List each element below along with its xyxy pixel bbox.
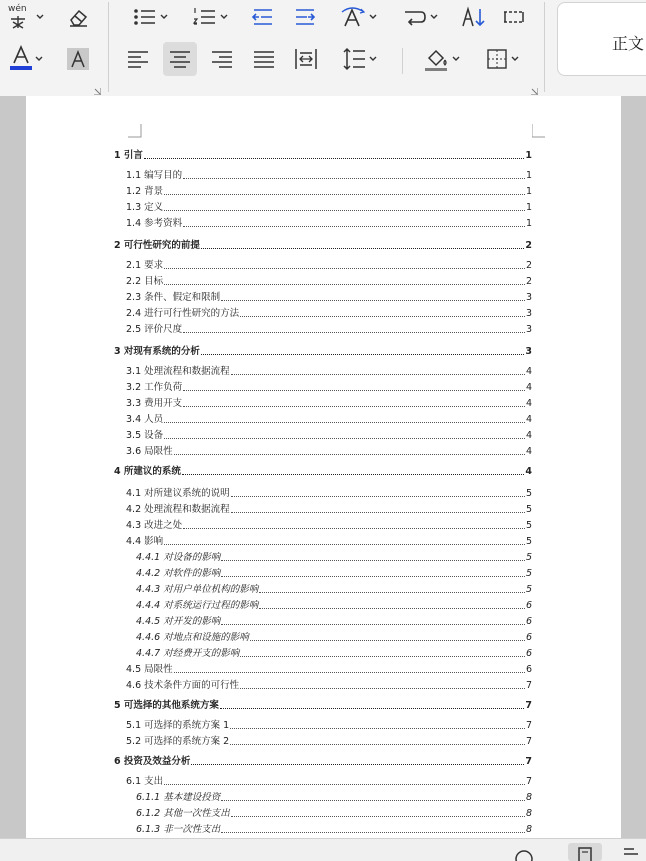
toc-entry-title: 3.6 局限性 — [126, 446, 173, 457]
toc-dot-leader — [250, 639, 525, 641]
align-left-icon — [127, 49, 149, 69]
line-break-button[interactable] — [398, 2, 442, 32]
phonetic-label: wén — [8, 4, 27, 14]
dialog-launcher-icon — [531, 88, 538, 95]
line-break-icon — [402, 5, 428, 29]
font-color-icon — [9, 45, 33, 73]
toc-entry-title: 3.1 处理流程和数据流程 — [126, 366, 230, 377]
toc-entry-page: 4 — [525, 366, 532, 377]
toc-entry[interactable] — [114, 464, 532, 478]
toc-entry-title: 2.5 评价尺度 — [126, 324, 183, 335]
toc-dot-leader — [230, 743, 525, 745]
eraser-icon — [66, 5, 90, 29]
toc-entry-page: 8 — [525, 824, 532, 835]
toc-entry-page: 5 — [525, 536, 532, 547]
distributed-align-button[interactable] — [290, 44, 322, 74]
toc-entry-title: 4.4 影响 — [126, 536, 164, 547]
toc-entry-title: 3.2 工作负荷 — [126, 382, 183, 393]
toc-entry-title: 6.1.1 基本建设投资 — [136, 792, 221, 803]
toc-entry-title: 2.4 进行可行性研究的方法 — [126, 308, 240, 319]
toc-entry[interactable] — [114, 148, 532, 162]
toc-entry-title: 2.2 目标 — [126, 276, 164, 287]
page-view-icon — [578, 847, 592, 861]
toc-entry[interactable] — [114, 698, 532, 712]
toc-entry-title: 3.4 人员 — [126, 414, 164, 425]
toc-entry[interactable] — [126, 428, 532, 442]
toc-entry-page: 6 — [525, 600, 532, 611]
chevron-down-icon — [430, 14, 438, 20]
borders-button[interactable] — [478, 44, 526, 74]
toc-entry[interactable] — [136, 582, 532, 596]
web-layout-view-icon[interactable] — [622, 845, 640, 859]
toc-entry[interactable] — [136, 806, 532, 820]
toc-entry-page: 5 — [525, 520, 532, 531]
toc-dot-leader — [240, 655, 525, 657]
toc-entry[interactable] — [126, 396, 532, 410]
toc-entry-page: 2 — [525, 260, 532, 271]
text-effects-button[interactable] — [336, 2, 380, 32]
toc-entry[interactable] — [136, 646, 532, 660]
decrease-indent-button[interactable] — [248, 2, 278, 32]
toc-entry-page: 7 — [525, 680, 532, 691]
toc-dot-leader — [231, 511, 525, 513]
toc-entry[interactable] — [114, 754, 532, 768]
toc-dot-leader — [191, 763, 524, 765]
toc-entry-title: 4.6 技术条件方面的可行性 — [126, 680, 240, 691]
toc-entry-title: 4.4.6 对地点和设施的影响 — [136, 632, 249, 643]
toc-entry-page: 5 — [525, 568, 532, 579]
toc-entry[interactable] — [126, 200, 532, 214]
toc-dot-leader — [221, 799, 525, 801]
toc-dot-leader — [164, 543, 525, 545]
borders-icon — [485, 47, 509, 71]
toc-entry[interactable] — [126, 718, 532, 732]
bullet-list-button[interactable] — [128, 2, 172, 32]
toc-dot-leader — [221, 299, 525, 301]
toc-entry[interactable] — [126, 216, 532, 230]
toc-entry-title: 6.1.2 其他一次性支出 — [136, 808, 230, 819]
font-color-swatch — [10, 66, 32, 70]
toc-entry-page: 7 — [525, 756, 532, 767]
toc-entry-page: 6 — [525, 664, 532, 675]
toc-entry-title: 4.4.5 对开发的影响 — [136, 616, 221, 627]
toc-entry-page: 4 — [525, 414, 532, 425]
toc-dot-leader — [221, 575, 525, 577]
bullet-list-icon — [132, 5, 158, 29]
toc-entry-page: 3 — [525, 324, 532, 335]
toc-entry-page: 2 — [525, 276, 532, 287]
toc-entry[interactable] — [136, 614, 532, 628]
toc-entry[interactable] — [126, 662, 532, 676]
toc-entry-page: 1 — [525, 218, 532, 229]
toc-entry-page: 5 — [525, 488, 532, 499]
toc-entry-title: 4.4.3 对用户单位机构的影响 — [136, 584, 259, 595]
toc-entry[interactable] — [126, 534, 532, 548]
toc-dot-leader — [201, 247, 524, 249]
toc-entry[interactable] — [126, 502, 532, 516]
toc-entry-page: 4 — [525, 446, 532, 457]
justify-button[interactable] — [248, 44, 280, 74]
toc-entry-title: 4.4.2 对软件的影响 — [136, 568, 221, 579]
toc-dot-leader — [164, 283, 525, 285]
toc-dot-leader — [231, 495, 525, 497]
toc-entry-title: 1.4 参考资料 — [126, 218, 183, 229]
sort-icon — [459, 5, 487, 29]
toc-entry-title: 4.4.7 对经费开支的影响 — [136, 648, 240, 659]
toc-dot-leader — [174, 453, 525, 455]
toc-entry-title: 2.1 要求 — [126, 260, 164, 271]
toc-dot-leader — [183, 177, 525, 179]
tab-stops-button[interactable] — [498, 2, 530, 32]
toc-entry[interactable] — [114, 344, 532, 358]
toc-entry-title: 6.1 支出 — [126, 776, 164, 787]
group-separator — [544, 2, 545, 92]
style-gallery-normal[interactable] — [557, 2, 646, 76]
toc-dot-leader — [221, 559, 525, 561]
crop-mark — [128, 124, 142, 138]
toc-entry[interactable] — [126, 734, 532, 748]
toc-entry-page: 1 — [525, 186, 532, 197]
toc-entry[interactable] — [126, 678, 532, 692]
toc-entry-title: 5 可选择的其他系统方案 — [114, 700, 219, 711]
toc-dot-leader — [164, 783, 525, 785]
crop-mark — [532, 124, 546, 138]
toc-dot-leader — [231, 373, 525, 375]
toc-dot-leader — [164, 193, 525, 195]
toc-entry-title: 1.2 背景 — [126, 186, 164, 197]
toc-entry-page: 8 — [525, 808, 532, 819]
align-center-button[interactable] — [163, 42, 197, 76]
ribbon-toolbar — [0, 0, 646, 97]
toc-entry-page: 3 — [525, 292, 532, 303]
phonetic-guide-icon — [8, 4, 34, 30]
toc-entry[interactable] — [136, 550, 532, 564]
toc-entry[interactable] — [126, 322, 532, 336]
toc-entry-title: 3 对现有系统的分析 — [114, 346, 200, 357]
toc-entry-page: 4 — [525, 398, 532, 409]
toc-entry[interactable] — [136, 822, 532, 836]
align-center-icon — [169, 49, 191, 69]
toc-entry-page: 5 — [525, 584, 532, 595]
align-right-button[interactable] — [206, 44, 238, 74]
toc-entry-page: 7 — [525, 700, 532, 711]
align-left-button[interactable] — [122, 44, 154, 74]
paragraph-dialog-launcher[interactable] — [531, 80, 538, 87]
toc-entry-page: 1 — [525, 150, 532, 161]
toc-entry-page: 4 — [525, 466, 532, 477]
focus-mode-icon[interactable] — [514, 847, 534, 861]
chevron-down-icon — [35, 56, 43, 62]
chevron-down-icon — [36, 14, 44, 20]
toolbar-separator — [402, 48, 403, 74]
chevron-down-icon — [511, 56, 519, 62]
style-name: 正文 — [612, 34, 645, 53]
toc-entry[interactable] — [126, 168, 532, 182]
toc-dot-leader — [164, 421, 525, 423]
toc-entry-title: 5.2 可选择的系统方案 2 — [126, 736, 230, 747]
toc-entry-page: 6 — [525, 648, 532, 659]
toc-entry-title: 3.3 费用开支 — [126, 398, 183, 409]
toc-entry[interactable] — [136, 630, 532, 644]
toc-entry-page: 7 — [525, 720, 532, 731]
toc-dot-leader — [231, 815, 525, 817]
toc-entry-title: 4.1 对所建议系统的说明 — [126, 488, 230, 499]
numbered-list-icon — [192, 5, 218, 29]
toc-entry[interactable] — [126, 380, 532, 394]
toc-dot-leader — [201, 353, 524, 355]
toc-entry[interactable] — [126, 774, 532, 788]
align-right-icon — [211, 49, 233, 69]
toc-entry[interactable] — [114, 238, 532, 252]
toc-entry[interactable] — [126, 290, 532, 304]
toc-entry-title: 4.4.1 对设备的影响 — [136, 552, 221, 563]
sort-button[interactable] — [456, 2, 490, 32]
toc-dot-leader — [221, 623, 525, 625]
toc-entry-title: 4.3 改进之处 — [126, 520, 183, 531]
numbered-list-button[interactable] — [188, 2, 232, 32]
font-color-button[interactable] — [4, 44, 48, 74]
toc-dot-leader — [183, 405, 525, 407]
increase-indent-icon — [293, 5, 317, 29]
toc-entry-title: 2 可行性研究的前提 — [114, 240, 200, 251]
toc-dot-leader — [221, 831, 525, 833]
text-effects-icon — [339, 4, 367, 30]
line-spacing-icon — [341, 46, 367, 72]
toc-entry-title: 1.3 定义 — [126, 202, 164, 213]
toc-dot-leader — [259, 591, 525, 593]
toc-entry-page: 4 — [525, 430, 532, 441]
toc-dot-leader — [240, 687, 525, 689]
toc-dot-leader — [164, 209, 525, 211]
chevron-down-icon — [220, 14, 228, 20]
toc-entry-title: 2.3 条件、假定和限制 — [126, 292, 221, 303]
toc-entry[interactable] — [126, 184, 532, 198]
toc-entry-title: 4.5 局限性 — [126, 664, 173, 675]
character-shading-button[interactable] — [64, 44, 92, 74]
toc-entry[interactable] — [126, 444, 532, 458]
paint-bucket-icon — [424, 46, 450, 72]
toc-dot-leader — [183, 527, 525, 529]
toc-entry-page: 7 — [525, 776, 532, 787]
chevron-down-icon — [160, 14, 168, 20]
toc-entry-page: 1 — [525, 202, 532, 213]
character-shading-icon — [66, 47, 90, 71]
toc-entry-page: 4 — [525, 382, 532, 393]
chevron-down-icon — [369, 14, 377, 20]
dialog-launcher-icon — [94, 88, 101, 95]
toc-entry-title: 6.1.3 非一次性支出 — [136, 824, 221, 835]
toc-entry-title: 5.1 可选择的系统方案 1 — [126, 720, 230, 731]
toc-entry[interactable] — [126, 412, 532, 426]
toc-entry-page: 6 — [525, 632, 532, 643]
phonetic-guide-button[interactable] — [4, 2, 48, 32]
decrease-indent-icon — [251, 5, 275, 29]
status-bar — [0, 838, 646, 861]
increase-indent-button[interactable] — [290, 2, 320, 32]
chevron-down-icon — [452, 56, 460, 62]
toc-entry[interactable] — [126, 364, 532, 378]
chevron-down-icon — [369, 56, 377, 62]
justify-icon — [253, 49, 275, 69]
toc-dot-leader — [183, 225, 525, 227]
toc-entry[interactable] — [126, 518, 532, 532]
toc-entry-title: 4.2 处理流程和数据流程 — [126, 504, 230, 515]
line-spacing-button[interactable] — [336, 44, 382, 74]
toc-entry[interactable] — [126, 486, 532, 500]
toc-dot-leader — [174, 671, 525, 673]
toc-dot-leader — [230, 727, 525, 729]
toc-dot-leader — [220, 707, 524, 709]
tab-stops-icon — [501, 5, 527, 29]
toc-entry-title: 4 所建议的系统 — [114, 466, 181, 477]
print-layout-view-button[interactable] — [568, 843, 602, 861]
clear-formatting-button[interactable] — [62, 2, 94, 32]
toc-entry-title: 3.5 设备 — [126, 430, 164, 441]
toc-entry-page: 2 — [525, 240, 532, 251]
toc-entry-page: 6 — [525, 616, 532, 627]
toc-entry[interactable] — [126, 274, 532, 288]
toc-entry-page: 5 — [525, 552, 532, 563]
toc-dot-leader — [183, 389, 525, 391]
toc-entry-page: 1 — [525, 170, 532, 181]
toc-entry-page: 3 — [525, 308, 532, 319]
toc-entry-title: 4.4.4 对系统运行过程的影响 — [136, 600, 259, 611]
toc-entry-title: 1 引言 — [114, 150, 143, 161]
toc-entry[interactable] — [136, 790, 532, 804]
toc-dot-leader — [240, 315, 525, 317]
toc-entry-title: 6 投资及效益分析 — [114, 756, 191, 767]
group-separator — [108, 2, 109, 92]
toc-entry[interactable] — [126, 306, 532, 320]
toc-entry-title: 1.1 编写目的 — [126, 170, 183, 181]
toc-entry[interactable] — [136, 598, 532, 612]
toc-dot-leader — [183, 331, 525, 333]
toc-entry[interactable] — [136, 566, 532, 580]
font-dialog-launcher[interactable] — [94, 80, 101, 87]
toc-entry[interactable] — [126, 258, 532, 272]
distributed-align-icon — [294, 47, 318, 71]
toc-dot-leader — [182, 473, 524, 475]
toc-dot-leader — [144, 157, 524, 159]
fill-color-button[interactable] — [418, 44, 466, 74]
toc-dot-leader — [164, 437, 525, 439]
toc-dot-leader — [164, 267, 525, 269]
toc-entry-page: 3 — [525, 346, 532, 357]
toc-entry-page: 5 — [525, 504, 532, 515]
toc-entry-page: 7 — [525, 736, 532, 747]
toc-dot-leader — [259, 607, 525, 609]
toc-entry-page: 8 — [525, 792, 532, 803]
